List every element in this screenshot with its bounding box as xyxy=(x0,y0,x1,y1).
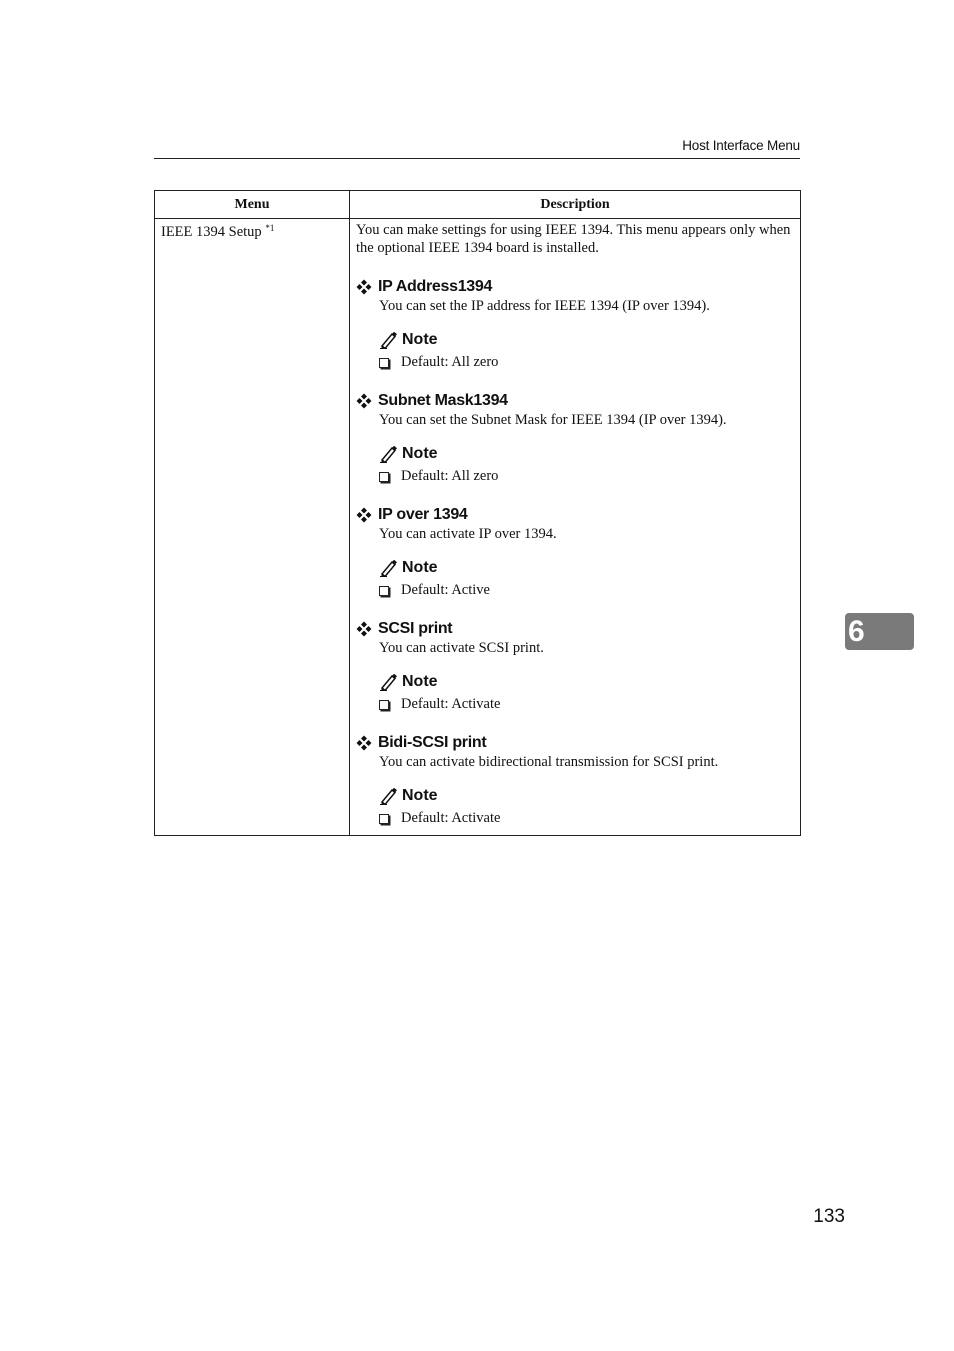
pencil-note-icon xyxy=(379,787,398,805)
diamond-bullet-icon xyxy=(356,621,372,637)
note-label: Note xyxy=(402,331,438,348)
chapter-number: 6 xyxy=(848,615,865,648)
item-title: IP over 1394 xyxy=(378,506,468,523)
item-title: Bidi-SCSI print xyxy=(378,734,487,751)
menu-label: IEEE 1394 Setup xyxy=(161,224,262,240)
checkbox-bullet-icon xyxy=(379,700,389,710)
item-description: You can set the IP address for IEEE 1394 (IP over 1394). xyxy=(379,298,710,314)
note-text: Default: All zero xyxy=(401,354,499,370)
running-header: Host Interface Menu xyxy=(682,138,800,153)
note-label: Note xyxy=(402,787,438,804)
column-header-description: Description xyxy=(350,191,801,219)
note-text: Default: All zero xyxy=(401,468,499,484)
intro-text: You can make settings for using IEEE 1394. This menu appears only when the optional IEEE 1394 board is installed. xyxy=(356,222,791,256)
setting-item xyxy=(356,391,794,485)
description-cell xyxy=(350,219,801,836)
item-title: SCSI print xyxy=(378,620,453,637)
page-number: 133 xyxy=(813,1206,845,1227)
pencil-note-icon xyxy=(379,559,398,577)
setting-item xyxy=(356,505,794,599)
item-title: Subnet Mask1394 xyxy=(378,392,508,409)
checkbox-bullet-icon xyxy=(379,814,389,824)
note-text: Default: Activate xyxy=(401,810,501,826)
item-title: IP Address1394 xyxy=(378,278,493,295)
pencil-note-icon xyxy=(379,673,398,691)
table-row xyxy=(155,219,801,836)
setting-item xyxy=(356,277,794,371)
note-label: Note xyxy=(402,445,438,462)
footnote-ref: *1 xyxy=(265,223,275,233)
checkbox-bullet-icon xyxy=(379,586,389,596)
diamond-bullet-icon xyxy=(356,507,372,523)
menu-table xyxy=(154,190,801,836)
checkbox-bullet-icon xyxy=(379,472,389,482)
diamond-bullet-icon xyxy=(356,279,372,295)
pencil-note-icon xyxy=(379,331,398,349)
diamond-bullet-icon xyxy=(356,393,372,409)
checkbox-bullet-icon xyxy=(379,358,389,368)
chapter-tab xyxy=(845,613,914,650)
menu-cell xyxy=(155,219,350,836)
setting-item xyxy=(356,733,794,827)
note-text: Default: Active xyxy=(401,582,490,598)
pencil-note-icon xyxy=(379,445,398,463)
item-description: You can set the Subnet Mask for IEEE 1394 (IP over 1394). xyxy=(379,412,727,428)
column-header-menu: Menu xyxy=(155,191,350,219)
note-label: Note xyxy=(402,673,438,690)
table-header-row xyxy=(155,191,801,219)
item-description: You can activate SCSI print. xyxy=(379,640,544,656)
item-description: You can activate IP over 1394. xyxy=(379,526,557,542)
note-text: Default: Activate xyxy=(401,696,501,712)
setting-item xyxy=(356,619,794,713)
note-label: Note xyxy=(402,559,438,576)
diamond-bullet-icon xyxy=(356,735,372,751)
item-description: You can activate bidirectional transmission for SCSI print. xyxy=(379,754,719,770)
header-rule xyxy=(154,158,800,159)
